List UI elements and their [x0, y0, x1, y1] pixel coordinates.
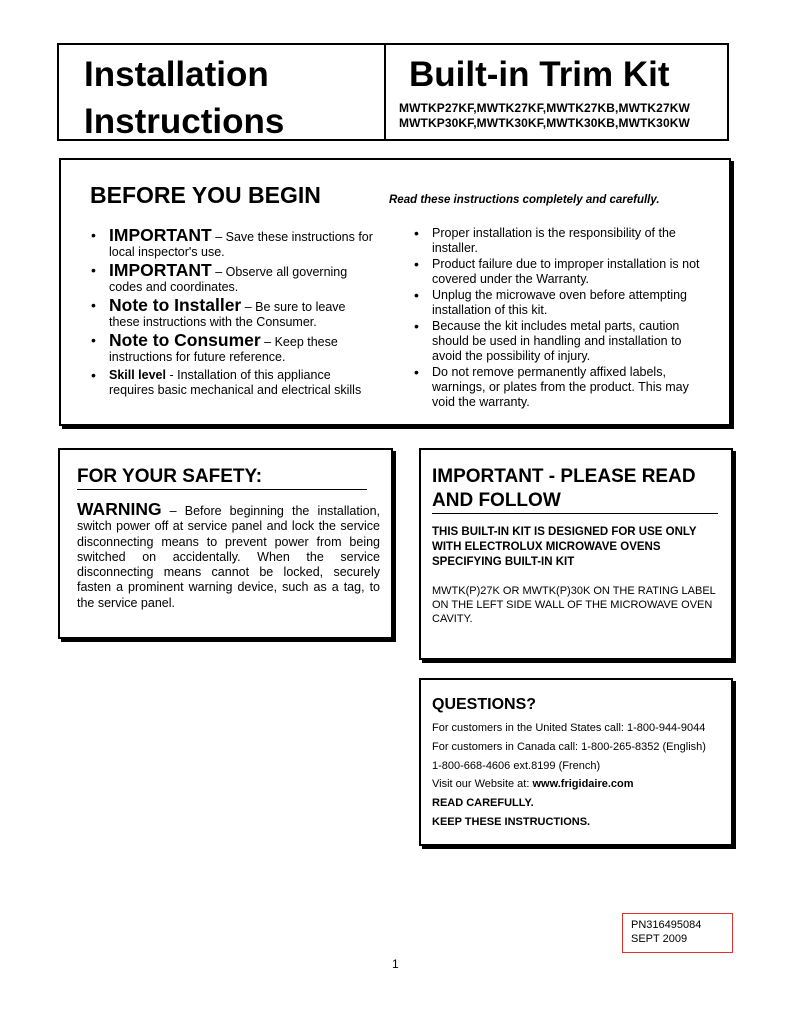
- us-phone-line: For customers in the United States call: 1-800-944-9044: [432, 722, 706, 734]
- safety-section: [58, 448, 393, 639]
- product-title: Built-in Trim Kit: [409, 55, 670, 94]
- list-item: • Do not remove permanently affixed labels, warnings, or plates from the product. This may void the warranty.: [410, 365, 702, 410]
- questions-section: [419, 678, 733, 846]
- warning-label: WARNING: [77, 499, 162, 519]
- website-line: Visit our Website at: www.frigidaire.com: [432, 778, 634, 791]
- questions-body: [432, 719, 728, 832]
- canada-phone-line: For customers in Canada call: 1-800-265-8352 (English): [432, 740, 706, 753]
- header-product-box: [384, 43, 729, 141]
- important-body-text: MWTK(P)27K OR MWTK(P)30K ON THE RATING LABEL ON THE LEFT SIDE WALL OF THE MICROWAVE OVEN CAVITY.: [432, 585, 716, 625]
- list-item: • Product failure due to improper installation is not covered under the Warranty.: [410, 257, 702, 287]
- list-item: • Because the kit includes metal parts, caution should be used in handling and installation to avoid the possibility of injury.: [410, 319, 702, 364]
- important-bold-text: THIS BUILT-IN KIT IS DESIGNED FOR USE ONLY WITH ELECTROLUX MICROWAVE OVENS SPECIFYING BUILT-IN KIT: [432, 526, 697, 568]
- model-list-line2: MWTKP30KF,MWTK30KF,MWTK30KB,MWTK30KW: [399, 116, 690, 130]
- important-heading: IMPORTANT - PLEASE READ AND FOLLOW: [432, 465, 718, 514]
- list-item: • Proper installation is the responsibility of the installer.: [410, 226, 702, 256]
- read-carefully-text: READ CAREFULLY.: [432, 797, 534, 810]
- questions-heading: QUESTIONS?: [432, 696, 537, 713]
- list-item: • Note to Installer – Be sure to leave these instructions with the Consumer.: [87, 298, 379, 330]
- list-item: • Note to Consumer – Keep these instructions for future reference.: [87, 333, 379, 365]
- list-item: • IMPORTANT – Save these instructions for local inspector's use.: [87, 228, 379, 260]
- website-link[interactable]: www.frigidaire.com: [532, 778, 634, 791]
- doc-title-line1: Installation: [84, 55, 269, 94]
- part-number: PN316495084: [631, 919, 702, 931]
- doc-title-line2: Instructions: [84, 102, 285, 140]
- keep-instructions-text: KEEP THESE INSTRUCTIONS.: [432, 815, 591, 828]
- before-you-begin-right-list: [410, 226, 702, 410]
- before-you-begin-section: [59, 158, 731, 426]
- french-phone-line: 1-800-668-4606 ext.8199 (French): [432, 759, 601, 772]
- revision-date: SEPT 2009: [631, 933, 688, 945]
- safety-heading: FOR YOUR SAFETY:: [77, 466, 367, 490]
- important-section: [419, 448, 733, 660]
- list-item: • IMPORTANT – Observe all governing codes and coordinates.: [87, 263, 379, 295]
- page-number: 1: [392, 957, 399, 971]
- header-title-box: [57, 43, 386, 141]
- model-list-line1: MWTKP27KF,MWTK27KF,MWTK27KB,MWTK27KW: [399, 101, 690, 115]
- before-you-begin-left-list: [87, 225, 379, 398]
- before-you-begin-heading: BEFORE YOU BEGIN: [90, 182, 321, 208]
- part-number-box: [622, 913, 733, 953]
- list-item: • Skill level - Installation of this appliance requires basic mechanical and electrical skills: [87, 368, 379, 398]
- list-item: • Unplug the microwave oven before attempting installation of this kit.: [410, 288, 702, 318]
- read-instructions-note: Read these instructions completely and carefully.: [389, 194, 660, 206]
- safety-warning-text: WARNING – Before beginning the installation, switch power off at service panel and lock the service disconnecting means to prevent power from being switched on accidentally. When the service disconnecting means cannot be locked, securely fasten a prominent warning device, such as a tag, to the service panel.: [77, 499, 380, 610]
